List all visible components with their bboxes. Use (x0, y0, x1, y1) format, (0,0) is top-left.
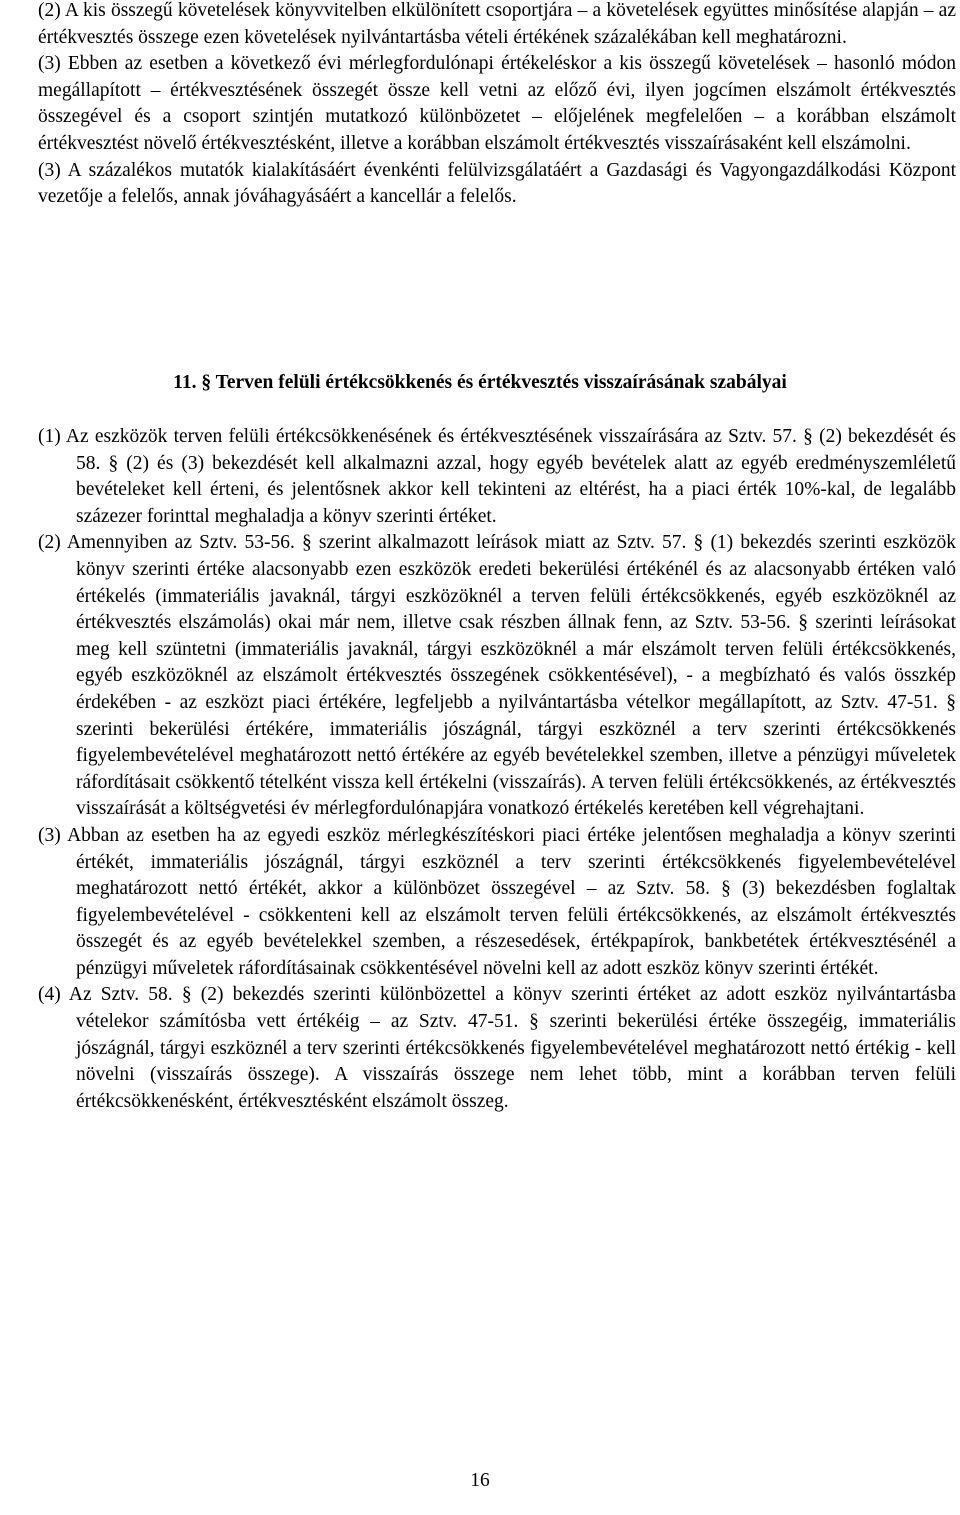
paragraph-3 (38, 823, 956, 983)
paragraph-number: (4) (38, 984, 61, 1006)
paragraph-number: (3) (38, 824, 61, 846)
section-heading: 11. § Terven felüli értékcsökkenés és értékvesztés visszaírásának szabályai (173, 372, 787, 393)
paragraph-text: Az eszközök terven felüli értékcsökkenésének és értékvesztésének visszaírására az Sztv. 57. § (2) bekezdését és 58. § (2) és (3) bekezdését kell alkalmazni azzal, hogy egyéb bevételek alatt az egyéb eredményszemléletű bevételeket kell érteni, és jelentősnek akkor kell tekinteni az eltérést, ha a piaci érték 10%-kal, de legalább százezer forinttal meghaladja a könyv szerinti értéket. (65, 426, 956, 527)
paragraph-3-second: (3) A százalékos mutatók kialakításáért évenkénti felülvizsgálatáért a Gazdasági és Vagyongazdálkodási Központ vezetője a felelős, annak jóváhagyásáért a kancellár a felelős. (38, 159, 956, 208)
top-section (38, 0, 956, 211)
main-section (38, 424, 956, 1115)
paragraph-2 (38, 530, 956, 823)
paragraph-3-top: (3) Ebben az esetben a következő évi mérlegfordulónapi értékeléskor a kis összegű követelések – hasonló módon megállapított – értékvesztésének összegét össze kell vetni az előző évi, ilyen jogcímen elszámolt értékvesztés összegével és a csoport szintjén mutatkozó különbözetet – előjelének megfelelően – a korábban elszámolt értékvesztést növelő értékvesztésként, illetve a korábban elszámolt értékvesztés visszaírásaként kell elszámolni. (38, 53, 956, 154)
paragraph-number: (1) (38, 426, 61, 447)
paragraph-number: (2) (38, 532, 61, 554)
paragraph-text: Abban az esetben ha az egyedi eszköz mérlegkészítéskori piaci értéke jelentősen meghaladja a könyv szerinti értékét, immateriális jószágnál, tárgyi eszköznél a terv szerinti értékcsökkenés figyelembevételével meghatározott nettó értékét, akkor a különbözet összegével – az Sztv. 58. § (3) bekezdésben foglaltak figyelembevételével - csökkenteni kell az elszámolt terven felüli értékcsökkenés, az elszámolt értékvesztés összegét és az egyéb bevételekkel szemben, a részesedések, értékpapírok, bankbetétek értékvesztésénél a pénzügyi műveletek ráfordításainak csökkentésével növelni kell az adott eszköz könyv szerinti értékét. (67, 824, 956, 979)
paragraph-1 (38, 424, 956, 530)
paragraph-2-top: (2) A kis összegű követelések könyvvitelben elkülönített csoportjára – a követelések együttes minősítése alapján – az értékvesztés összege ezen követelések nyilvántartásba vételi értékének százalékában kell meghatározni. (38, 0, 956, 48)
page-number: 16 (470, 1470, 490, 1491)
paragraph-text: Amennyiben az Sztv. 53-56. § szerint alkalmazott leírások miatt az Sztv. 57. § (1) bekezdés szerinti eszközök könyv szerinti értéke alacsonyabb ezen eszközök eredeti bekerülési értékénél és az alacsonyabb értéken való értékelés (immateriális javaknál, tárgyi eszközöknél a terven felüli értékcsökkenés, egyéb eszközöknél az értékvesztés elszámolás) okai már nem, illetve csak részben állnak fenn, az Sztv. 53-56. § szerinti leírásokat meg kell szüntetni (immateriális javaknál, tárgyi eszközöknél a már elszámolt terven felüli értékcsökkenés, egyéb eszközöknél az elszámolt értékvesztés összegének csökkentésével), - a megbízható és valós összkép érdekében - az eszközt piaci értékére, legfeljebb a nyilvántartásba vételkor megállapított, az Sztv. 47-51. § szerinti bekerülési értékére, immateriális jószágnál, tárgyi eszköznél a terv szerinti értékcsökkenés figyelembevételével meghatározott nettó értékére az egyéb bevételekkel szemben, illetve a pénzügyi műveletek ráfordításait csökkentő tételként vissza kell értékelni (visszaírás). A terven felüli értékcsökkenés, az értékvesztés visszaírását a költségvetési év mérlegfordulónapjára vonatkozó értékelés keretében kell végrehajtani. (66, 532, 956, 820)
paragraph-4 (38, 982, 956, 1115)
paragraph-text: Az Sztv. 58. § (2) bekezdés szerinti különbözettel a könyv szerinti értéket az adott eszköz nyilvántartásba vételekor számítósba vett értékéig – az Sztv. 47-51. § szerinti bekerülési értéke összegéig, immateriális jószágnál, tárgyi eszköznél a terv szerinti értékcsökkenés figyelembevételével meghatározott nettó értékig - kell növelni (visszaírás összege). A visszaírás összege nem lehet több, mint a korábban terven felüli értékcsökkenésként, értékvesztésként elszámolt összeg. (68, 984, 956, 1112)
